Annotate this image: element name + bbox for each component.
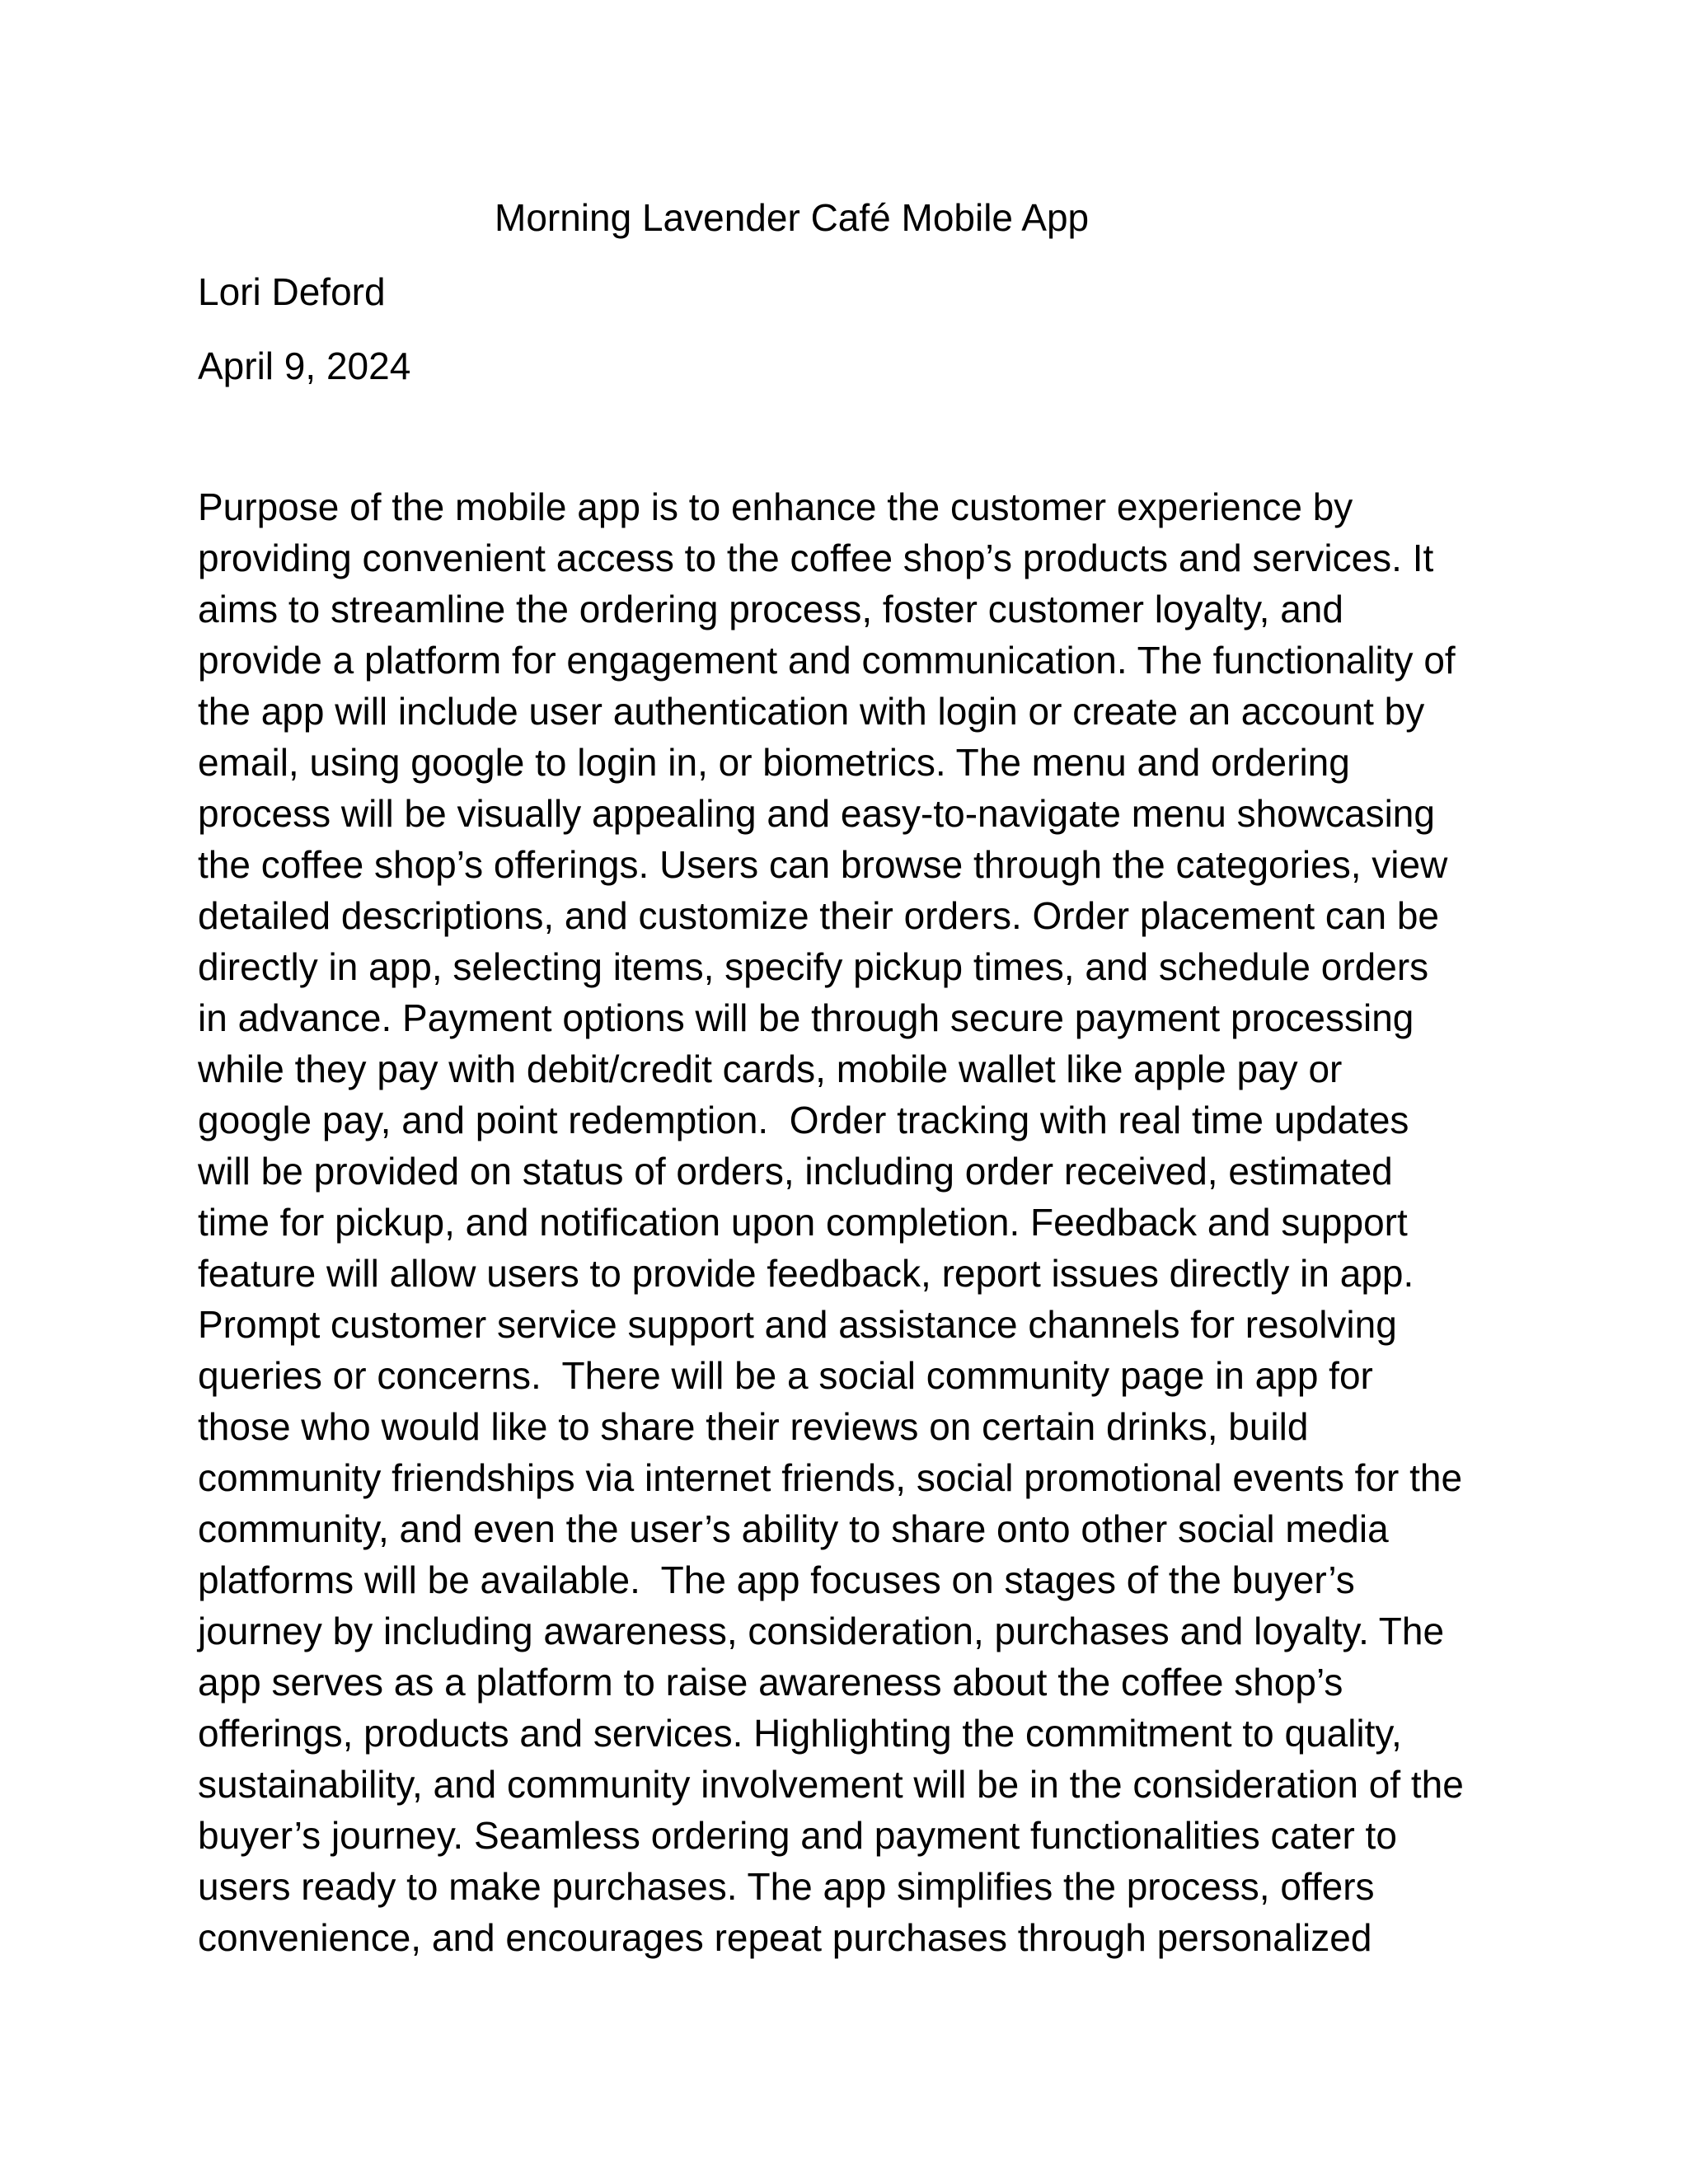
body-line: journey by including awareness, consideration, purchases and loyalty. The [198, 1610, 1445, 1652]
body-line: Prompt customer service support and assistance channels for resolving [198, 1303, 1397, 1346]
body-line: buyer’s journey. Seamless ordering and payment functionalities cater to [198, 1814, 1397, 1857]
body-line: queries or concerns. There will be a social community page in app for [198, 1354, 1373, 1397]
body-line: providing convenient access to the coffee shop’s products and services. It [198, 537, 1434, 579]
body-line: platforms will be available. The app focuses on stages of the buyer’s [198, 1558, 1355, 1601]
body-line: feature will allow users to provide feedback, report issues directly in app. [198, 1252, 1414, 1295]
body-line: directly in app, selecting items, specify pickup times, and schedule orders [198, 945, 1429, 988]
body-line: offerings, products and services. Highlighting the commitment to quality, [198, 1712, 1402, 1755]
body-line: community, and even the user’s ability to share onto other social media [198, 1507, 1389, 1550]
document-title: Morning Lavender Café Mobile App [495, 196, 1090, 239]
body-line: users ready to make purchases. The app simplifies the process, offers [198, 1865, 1375, 1908]
body-line: Purpose of the mobile app is to enhance the customer experience by [198, 485, 1353, 528]
body-line: google pay, and point redemption. Order tracking with real time updates [198, 1099, 1409, 1141]
body-line: the app will include user authentication with login or create an account by [198, 690, 1425, 733]
body-line: the coffee shop’s offerings. Users can browse through the categories, view [198, 843, 1448, 886]
body-line: email, using google to login in, or biometrics. The menu and ordering [198, 741, 1350, 784]
author-name: Lori Deford [198, 270, 386, 313]
body-line: process will be visually appealing and easy-to-navigate menu showcasing [198, 792, 1435, 835]
body-line: convenience, and encourages repeat purchases through personalized [198, 1916, 1372, 1959]
body-line: in advance. Payment options will be through secure payment processing [198, 996, 1414, 1039]
body-line: will be provided on status of orders, including order received, estimated [198, 1150, 1393, 1193]
body-line: time for pickup, and notification upon completion. Feedback and support [198, 1201, 1408, 1244]
body-line: detailed descriptions, and customize their orders. Order placement can be [198, 894, 1440, 937]
document-date: April 9, 2024 [198, 344, 411, 387]
body-line: sustainability, and community involvement will be in the consideration of the [198, 1763, 1464, 1806]
body-paragraph [198, 481, 1517, 1963]
body-line: app serves as a platform to raise awareness about the coffee shop’s [198, 1661, 1343, 1704]
body-line: while they pay with debit/credit cards, mobile wallet like apple pay or [198, 1047, 1343, 1090]
body-line: provide a platform for engagement and communication. The functionality of [198, 639, 1456, 682]
body-line: aims to streamline the ordering process, foster customer loyalty, and [198, 588, 1343, 630]
body-line: those who would like to share their reviews on certain drinks, build [198, 1405, 1309, 1448]
body-line: community friendships via internet friends, social promotional events for the [198, 1456, 1463, 1499]
